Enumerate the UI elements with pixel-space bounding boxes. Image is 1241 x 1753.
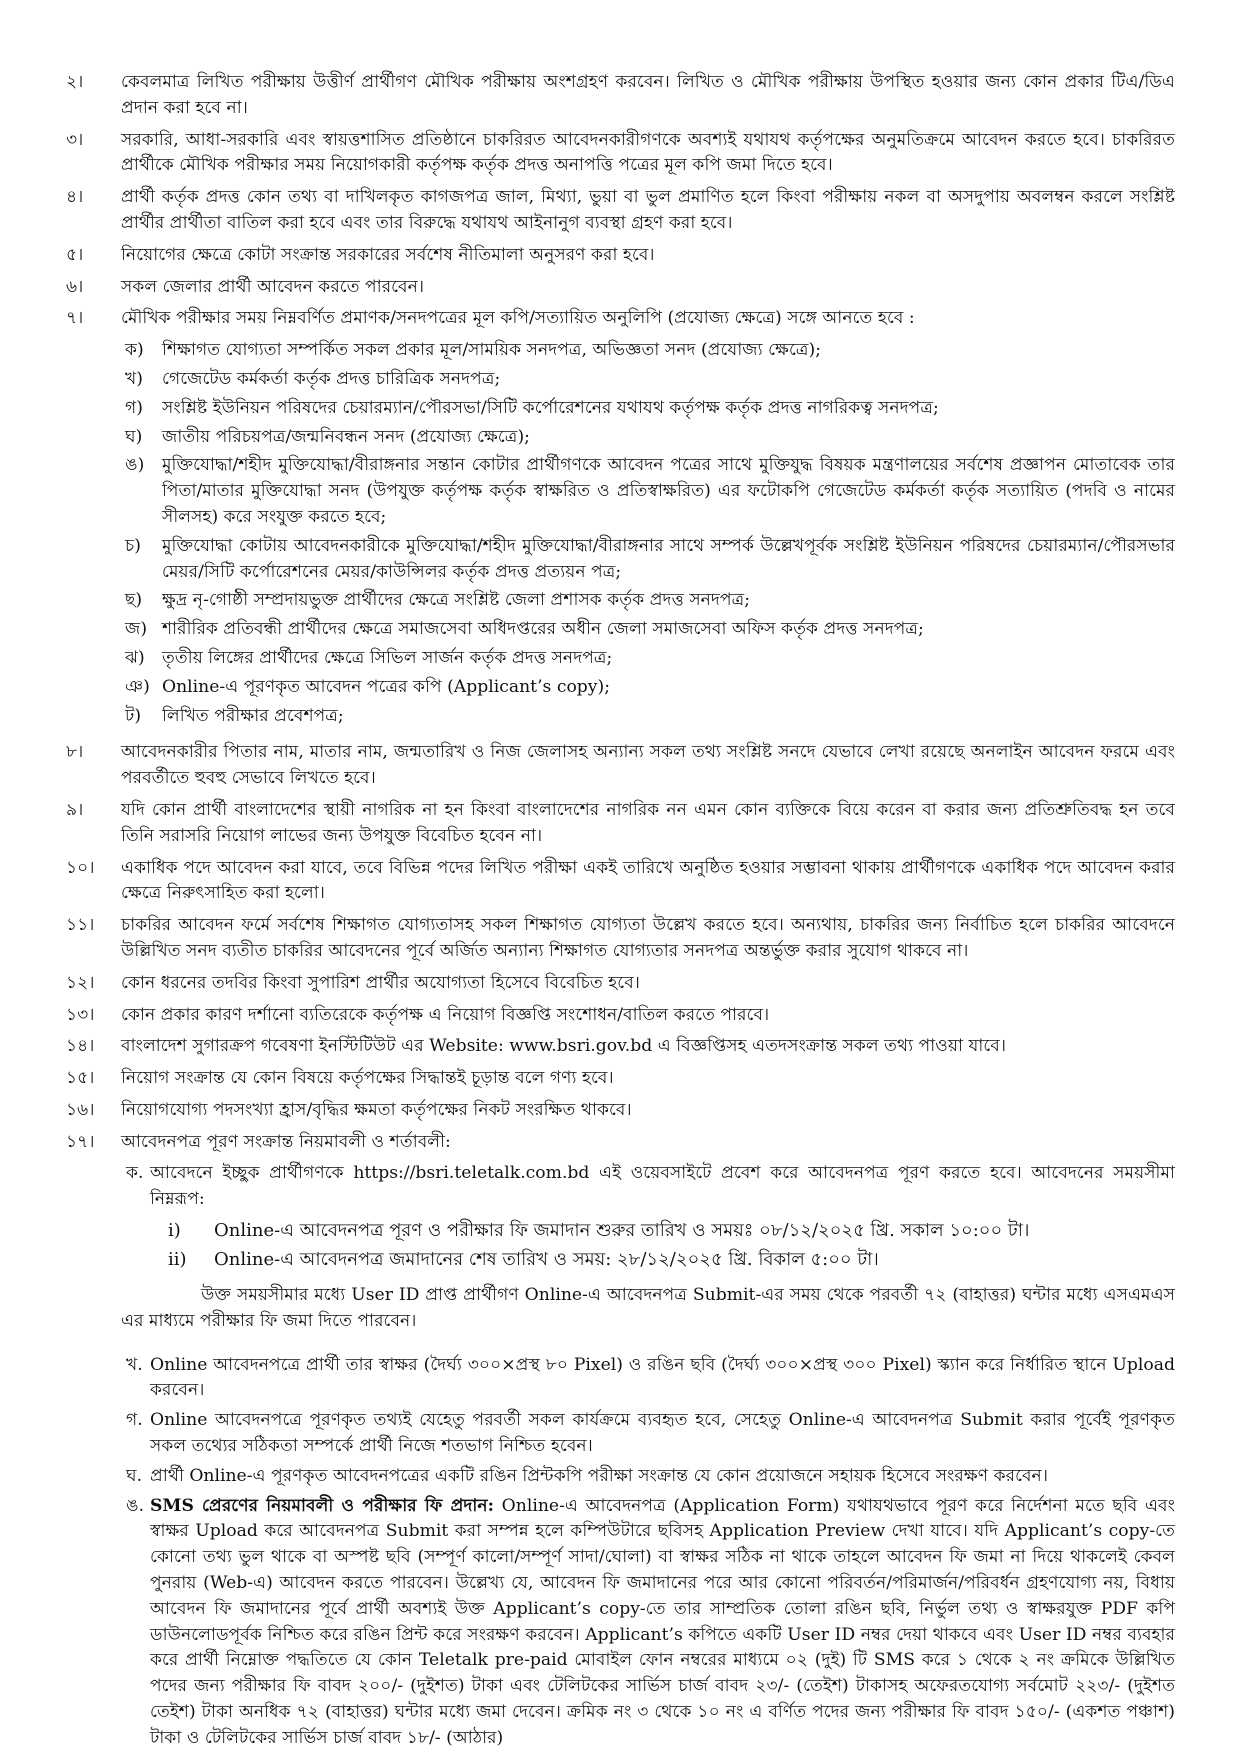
list-item [66, 1098, 1175, 1124]
sub-text: লিখিত পরীক্ষার প্রবেশপত্র; [162, 705, 344, 726]
list-item [66, 128, 1175, 180]
sub-text: ক্ষুদ্র নৃ-গোষ্ঠী সম্প্রদায়ভুক্ত প্রার্থীদের ক্ষেত্রে সংশ্লিষ্ট জেলা প্রশাসক কর্তৃক প্রদত্ত সনদপত্র; [162, 590, 751, 611]
item-text: নিয়োগের ক্ষেত্রে কোটা সংক্রান্ত সরকারের সর্বশেষ নীতিমালা অনুসরণ করা হবে। [121, 244, 655, 265]
sub-marker: ছ) [125, 590, 143, 611]
sub-marker: ঙ) [125, 455, 145, 476]
item-number: ৭। [66, 308, 84, 329]
sub-text: Online আবেদনপত্রে প্রার্থী তার স্বাক্ষর (দৈর্ঘ্য ৩০০×প্রস্থ ৮০ Pixel) ও রঙিন ছবি (দৈর্ঘ্য ৩০০×প্রস্থ ৩০০ Pixel) স্ক্যান করে নির্ধারিত স্থানে Upload করবেন। [150, 1354, 1175, 1401]
item-number: ৯। [66, 799, 84, 820]
list-item [66, 70, 1175, 122]
sub-text: প্রার্থী Online-এ পূরণকৃত আবেদনপত্রের একটি রঙিন প্রিন্টকপি পরীক্ষা সংক্রান্ত যে কোন প্রয়োজনে সহায়ক হিসেবে সংরক্ষণ করবেন। [150, 1465, 1048, 1486]
item-number: ১৫। [66, 1068, 95, 1089]
item-text: আবেদনকারীর পিতার নাম, মাতার নাম, জন্মতারিখ ও নিজ জেলাসহ অন্যান্য সকল তথ্য সংশ্লিষ্ট সনদে যেভাবে লেখা রয়েছে অনলাইন আবেদন ফরমে এবং পরবর্তীতে হুবহু সেভাবে লিখতে হবে। [121, 742, 1175, 789]
sub-item [66, 588, 1175, 614]
item-text: মৌখিক পরীক্ষার সময় নিম্নবর্ণিত প্রমাণক/সনদপত্রের মূল কপি/সত্যায়িত অনুলিপি (প্রযোজ্য ক্ষেত্রে) সঙ্গে আনতে হবে : [121, 308, 915, 329]
item-text: একাধিক পদে আবেদন করা যাবে, তবে বিভিন্ন পদের লিখিত পরীক্ষা একই তারিখে অনুষ্ঠিত হওয়ার সম্ভাবনা থাকায় প্রার্থীগণকে একাধিক পদে আবেদন করার ক্ষেত্রে নিরুৎসাহিত করা হলো। [121, 857, 1175, 904]
sub-text: Online-এ পূরণকৃত আবেদন পত্রের কপি (Applicant’s copy); [162, 676, 610, 697]
sub-text: গেজেটেড কর্মকর্তা কর্তৃক প্রদত্ত চারিত্রিক সনদপত্র; [162, 368, 501, 389]
sub-marker: ঞ) [125, 676, 150, 697]
sub-marker: ক. [126, 1163, 144, 1184]
list-item [66, 1034, 1175, 1060]
sub-marker: ঙ. [126, 1495, 145, 1516]
item-text: নিয়োগ সংক্রান্ত যে কোন বিষয়ে কর্তৃপক্ষের সিদ্ধান্তই চূড়ান্ত বলে গণ্য হবে। [121, 1068, 614, 1089]
item-text: যদি কোন প্রার্থী বাংলাদেশের স্থায়ী নাগরিক না হন কিংবা বাংলাদেশের নাগরিক নন এমন কোন ব্যক্তিকে বিয়ে করেন বা করার জন্য প্রতিশ্রুতিবদ্ধ হন তবে তিনি সরাসরি নিয়োগ লাভের জন্য উপযুক্ত বিবেচিত হবেন না। [121, 799, 1175, 846]
sub-text: শারীরিক প্রতিবন্ধী প্রার্থীদের ক্ষেত্রে সমাজসেবা অধিদপ্তরের অধীন জেলা সমাজসেবা অফিস কর্তৃক প্রদত্ত সনদপত্র; [162, 619, 924, 640]
sms-heading: SMS প্রেরণের নিয়মাবলী ও পরীক্ষার ফি প্রদান: [150, 1495, 495, 1516]
roman-marker: ii) [168, 1249, 187, 1271]
list-item [66, 1066, 1175, 1092]
sub-marker: ট) [125, 705, 142, 726]
sub-item [66, 675, 1175, 701]
roman-marker: i) [168, 1220, 181, 1242]
item-number: ২। [66, 72, 84, 92]
sub-marker: জ) [125, 619, 148, 640]
item-number: ৮। [66, 742, 84, 763]
list-item [66, 185, 1175, 237]
sub-item [66, 1161, 1175, 1213]
sub-item [66, 453, 1175, 530]
item-text: চাকরির আবেদন ফর্মে সর্বশেষ শিক্ষাগত যোগ্যতাসহ সকল শিক্ষাগত যোগ্যতা উল্লেখ করতে হবে। অন্যথায়, চাকরির জন্য নির্বাচিত হলে চাকরির আবেদনে উল্লিখিত সনদ ব্যতীত চাকরির আবেদনের পূর্বে অর্জিত অন্যান্য শিক্ষাগত যোগ্যতার সনদপত্র অন্তর্ভুক্ত করার সুযোগ থাকবে না। [121, 915, 1175, 961]
item-number: ৩। [66, 129, 84, 150]
sub-item [66, 367, 1175, 393]
item-text: সকল জেলার প্রার্থী আবেদন করতে পারবেন। [121, 276, 425, 297]
date-line [66, 1246, 1175, 1273]
sub-text: Online আবেদনপত্রে পূরণকৃত তথ্যই যেহেতু পরবর্তী সকল কার্যক্রমে ব্যবহৃত হবে, সেহেতু Online-এ আবেদনপত্র Submit করার পূর্বেই পূরণকৃত সকল তথ্যের সঠিকতা সম্পর্কে প্রার্থী নিজে শতভাগ নিশ্চিত হবেন। [150, 1410, 1175, 1457]
list-item [66, 306, 1175, 332]
list-item [66, 275, 1175, 301]
fee-note: উক্ত সময়সীমার মধ্যে User ID প্রাপ্ত প্রার্থীগণ Online-এ আবেদনপত্র Submit-এর সময় থেকে পরবর্তী ৭২ (বাহাত্তর) ঘন্টার মধ্যে এসএমএস এর মাধ্যমে পরীক্ষার ফি জমা দিতে পারবেন। [121, 1285, 1175, 1331]
sub-marker: খ. [126, 1354, 143, 1375]
sub-text: শিক্ষাগত যোগ্যতা সম্পর্কিত সকল প্রকার মূল/সাময়িক সনদপত্র, অভিজ্ঞতা সনদ (প্রযোজ্য ক্ষেত্রে); [162, 340, 822, 361]
list-item [66, 913, 1175, 965]
item-number: ১২। [66, 972, 95, 993]
sub-marker: ঝ) [125, 647, 145, 668]
sub-marker: খ) [125, 368, 143, 389]
item-text: কেবলমাত্র লিখিত পরীক্ষায় উত্তীর্ণ প্রার্থীগণ মৌখিক পরীক্ষায় অংশগ্রহণ করবেন। লিখিত ও মৌখিক পরীক্ষায় উপস্থিত হওয়ার জন্য কোন প্রকার টিএ/ডিএ প্রদান করা হবে না। [121, 72, 1175, 118]
item-text: বাংলাদেশ সুগারক্রপ গবেষণা ইনস্টিটিউট এর Website: www.bsri.gov.bd এ বিজ্ঞপ্তিসহ এতদসংক্রান্ত সকল তথ্য পাওয়া যাবে। [121, 1036, 1007, 1057]
sub-text: তৃতীয় লিঙ্গের প্রার্থীদের ক্ষেত্রে সিভিল সার্জন কর্তৃক প্রদত্ত সনদপত্র; [162, 647, 613, 668]
item-text: আবেদনপত্র পূরণ সংক্রান্ত নিয়মাবলী ও শর্তাবলী: [121, 1131, 451, 1152]
sub-text: আবেদনে ইচ্ছুক প্রার্থীগণকে https://bsri.teletalk.com.bd এই ওয়েবসাইটে প্রবেশ করে আবেদনপত্র পূরণ করতে হবে। আবেদনের সময়সীমা নিম্নরূপ: [150, 1163, 1175, 1210]
sub-item [66, 1353, 1175, 1405]
sub-item [66, 704, 1175, 730]
sub-marker: গ) [125, 397, 143, 418]
item-number: ৪। [66, 187, 84, 208]
item-number: ৬। [66, 276, 84, 297]
sub-item [66, 1464, 1175, 1490]
sub-text: সংশ্লিষ্ট ইউনিয়ন পরিষদের চেয়ারম্যান/পৌরসভা/সিটি কর্পোরেশনের যথাযথ কর্তৃপক্ষ কর্তৃক প্রদত্ত নাগরিকত্ব সনদপত্র; [162, 397, 939, 418]
item-text: কোন ধরনের তদবির কিংবা সুপারিশ প্রার্থীর অযোগ্যতা হিসেবে বিবেচিত হবে। [121, 972, 640, 993]
sub-text: মুক্তিযোদ্ধা/শহীদ মুক্তিযোদ্ধা/বীরাঙ্গনার সন্তান কোটার প্রার্থীগণকে আবেদন পত্রের সাথে মুক্তিযুদ্ধ বিষয়ক মন্ত্রণালয়ের সর্বশেষ প্রজ্ঞাপন মোতাবেক তার পিতা/মাতার মুক্তিযোদ্ধা সনদ (উপযুক্ত কর্তৃপক্ষ কর্তৃক স্বাক্ষরিত ও প্রতিস্বাক্ষরিত) এর ফটোকপি গেজেটেড কর্মকর্তা কর্তৃক সত্যায়িত (পদবি ও নামের সীলসহ) করে সংযুক্ত করতে হবে; [162, 455, 1175, 527]
item-number: ৫। [66, 244, 84, 265]
sub-marker: ঘ. [126, 1465, 143, 1486]
item-number: ১৪। [66, 1036, 95, 1057]
sub-item [66, 646, 1175, 672]
date-text: Online-এ আবেদনপত্র পূরণ ও পরীক্ষার ফি জমাদান শুরুর তারিখ ও সময়ঃ ০৮/১২/২০২৫ খ্রি. সকাল ১০:০০ টা। [214, 1220, 1030, 1242]
sub-marker: ঘ) [125, 426, 143, 447]
item-number: ১৭। [66, 1131, 95, 1152]
sub-marker: ক) [125, 340, 144, 361]
sub-item [66, 534, 1175, 586]
sub-marker: চ) [125, 535, 141, 556]
sub-text: মুক্তিযোদ্ধা কোটায় আবেদনকারীকে মুক্তিযোদ্ধা/শহীদ মুক্তিযোদ্ধা/বীরাঙ্গনার সাথে সম্পর্ক উল্লেখপূর্বক সংশ্লিষ্ট ইউনিয়ন পরিষদের চেয়ারম্যান/পৌরসভার মেয়র/সিটি কর্পোরেশনের মেয়র/কাউন্সিলর কর্তৃক প্রদত্ত প্রত্যয়ন পত্র; [162, 535, 1175, 582]
sub-item [66, 396, 1175, 422]
date-text: Online-এ আবেদনপত্র জমাদানের শেষ তারিখ ও সময়: ২৮/১২/২০২৫ খ্রি. বিকাল ৫:০০ টা। [214, 1249, 879, 1271]
item-text: সরকারি, আধা-সরকারি এবং স্বায়ত্তশাসিত প্রতিষ্ঠানে চাকরিরত আবেদনকারীগণকে অবশ্যই যথাযথ কর্তৃপক্ষের অনুমতিক্রমে আবেদন করতে হবে। চাকরিরত প্রার্থীকে মৌখিক পরীক্ষার সময় নিয়োগকারী কর্তৃপক্ষ কর্তৃক প্রদত্ত অনাপত্তি পত্রের মূল কপি জমা দিতে হবে। [121, 129, 1175, 176]
sub-item [66, 617, 1175, 643]
date-line [66, 1217, 1175, 1244]
item-number: ১৬। [66, 1099, 95, 1120]
item-text: নিয়োগযোগ্য পদসংখ্যা হ্রাস/বৃদ্ধির ক্ষমতা কর্তৃপক্ষের নিকট সংরক্ষিত থাকবে। [121, 1099, 632, 1120]
list-item [66, 798, 1175, 850]
sub-marker: গ. [126, 1410, 143, 1431]
list-item [66, 971, 1175, 997]
sub-item [66, 338, 1175, 364]
item-text: প্রার্থী কর্তৃক প্রদত্ত কোন তথ্য বা দাখিলকৃত কাগজপত্র জাল, মিথ্যা, ভুয়া বা ভুল প্রমাণিত হলে কিংবা পরীক্ষায় নকল বা অসদুপায় অবলম্বন করলে সংশ্লিষ্ট প্রার্থীর প্রার্থীতা বাতিল করা হবে এবং তার বিরুদ্ধে যথাযথ আইনানুগ ব্যবস্থা গ্রহণ করা হবে। [121, 187, 1175, 233]
sub-item [66, 1408, 1175, 1460]
item-text: কোন প্রকার কারণ দর্শানো ব্যতিরেকে কর্তৃপক্ষ এ নিয়োগ বিজ্ঞপ্তি সংশোধন/বাতিল করতে পারবে। [121, 1004, 770, 1025]
list-item [66, 856, 1175, 908]
sub-text: জাতীয় পরিচয়পত্র/জন্মনিবন্ধন সনদ (প্রযোজ্য ক্ষেত্রে); [162, 426, 530, 447]
sub-text: Online-এ আবেদনপত্র (Application Form) যথাযথভাবে পূরণ করে নির্দেশনা মতে ছবি এবং স্বাক্ষর Upload করে আবেদনপত্র Submit করা সম্পন্ন হলে কম্পিউটারে ছবিসহ Application Preview দেখা যাবে। যদি Applicant’s copy-তে কোনো তথ্য ভুল থাকে বা অস্পষ্ট ছবি (সম্পূর্ণ কালো/সম্পূর্ণ সাদা/ঘোলা) বা স্বাক্ষর সঠিক না থাকে তাহলে আবেদন ফি জমা না দিয়ে থাকলেই কেবল পুনরায় (Web-এ) আবেদন করতে পারবেন। উল্লেখ্য যে, আবেদন ফি জমাদানের পরে আর কোনো পরিবর্তন/পরিমার্জন/পরিবর্ধন গ্রহণযোগ্য নয়, বিধায় আবেদন ফি জমাদানের পূর্বে প্রার্থী অবশ্যই উক্ত Applicant’s copy-তে তার সাম্প্রতিক তোলা রঙিন ছবি, নির্ভুল তথ্য ও স্বাক্ষরযুক্ত PDF কপি ডাউনলোডপূর্বক নিশ্চিত করে রঙিন প্রিন্ট করে সংরক্ষণ করবেন। Applicant’s কপিতে একটি User ID নম্বর দেয়া থাকবে এবং User ID নম্বর ব্যবহার করে প্রার্থী নিম্নোক্ত পদ্ধতিতে যে কোন Teletalk pre-paid মোবাইল ফোন নম্বরের মাধ্যমে ০২ (দুই) টি SMS করে ১ থেকে ২ নং ক্রমিকে উল্লিখিত পদের জন্য পরীক্ষার ফি বাবদ ২০০/- (দুইশত) টাকা এবং টেলিটকের সার্ভিস চার্জ বাবদ ২৩/- (তেইশ) টাকাসহ অফেরতযোগ্য সর্বমোট ২২৩/- (দুইশত তেইশ) টাকা অনধিক ৭২ (বাহাত্তর) ঘন্টার মধ্যে জমা দেবেন। ক্রমিক নং ৩ থেকে ১০ নং এ বর্ণিত পদের জন্য পরীক্ষার ফি বাবদ ১৫০/- (একশত পঞ্চাশ) টাকা ও টেলিটকের সার্ভিস চার্জ বাবদ ১৮/- (আঠার) [150, 1495, 1175, 1748]
list-item [66, 1130, 1175, 1156]
list-item [66, 1003, 1175, 1029]
item-number: ১০। [66, 857, 95, 878]
item-number: ১১। [66, 915, 95, 936]
list-item [66, 243, 1175, 269]
item-number: ১৩। [66, 1004, 95, 1025]
list-item [66, 740, 1175, 792]
sub-item [66, 425, 1175, 451]
sub-item [66, 1494, 1175, 1752]
